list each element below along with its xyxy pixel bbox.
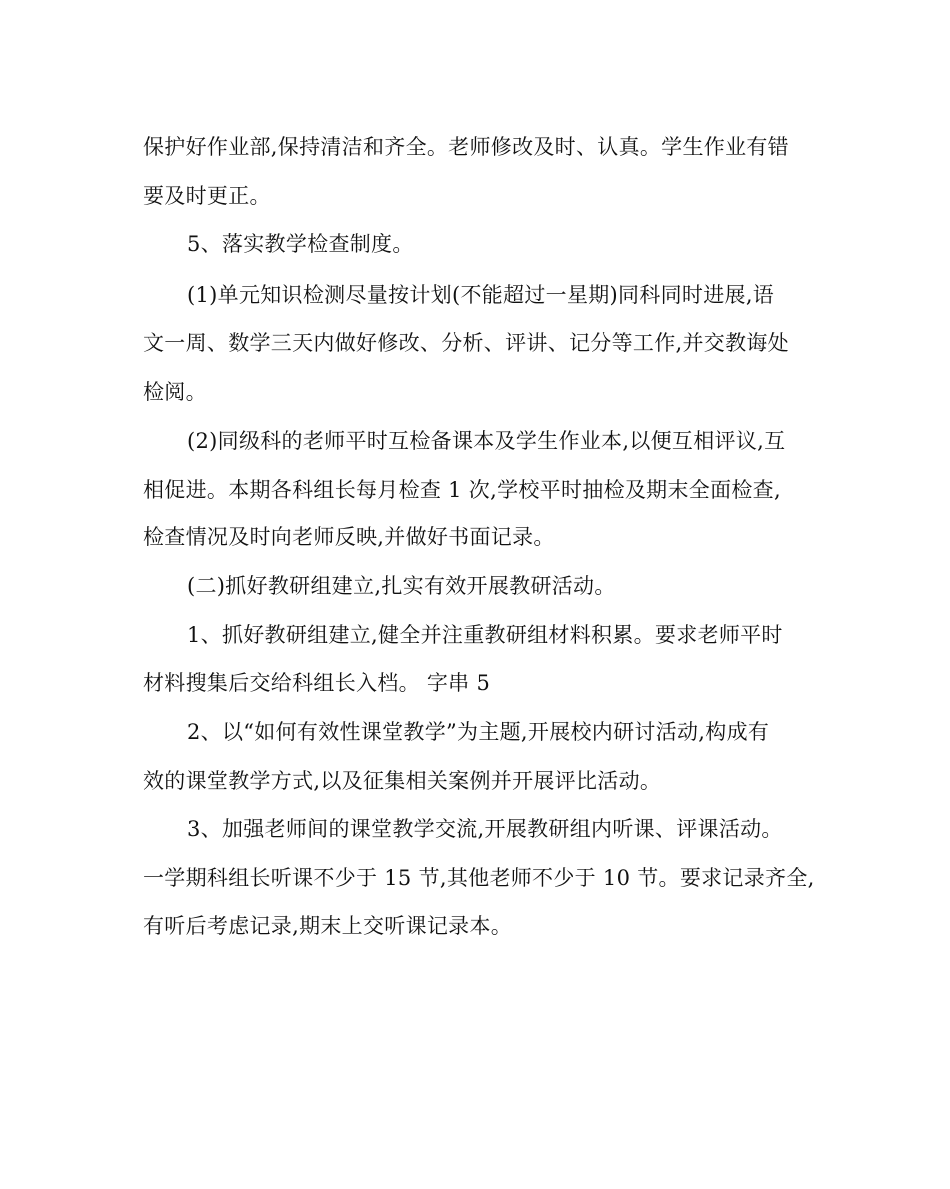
section-heading: (二)抓好教研组建立,扎实有效开展教研活动。	[187, 574, 616, 598]
text-line: 保护好作业部,保持清洁和齐全。老师修改及时、认真。学生作业有错	[143, 135, 789, 159]
text-line: 2、以“如何有效性课堂教学”为主题,开展校内研讨活动,构成有	[187, 720, 770, 744]
text-line: 效的课堂教学方式,以及征集相关案例并开展评比活动。	[143, 769, 662, 793]
text-line: (1)单元知识检测尽量按计划(不能超过一星期)同科同时进展,语	[187, 283, 775, 307]
text-line: 3、加强老师间的课堂教学交流,开展教研组内听课、评课活动。	[187, 817, 783, 841]
text-line: 相促进。本期各科组长每月检查 1 次,学校平时抽检及期末全面检查,	[143, 478, 781, 502]
text-line: (2)同级科的老师平时互检备课本及学生作业本,以便互相评议,互	[187, 429, 786, 453]
text-line: 有听后考虑记录,期末上交听课记录本。	[143, 914, 513, 938]
text-line: 材料搜集后交给科组长入档。 字串 5	[143, 671, 491, 695]
text-line: 检阅。	[143, 380, 207, 404]
text-line: 1、抓好教研组建立,健全并注重教研组材料积累。要求老师平时	[187, 623, 783, 647]
text-line: 检查情况及时向老师反映,并做好书面记录。	[143, 525, 555, 549]
text-line: 文一周、数学三天内做好修改、分析、评讲、记分等工作,并交教诲处	[143, 331, 789, 355]
text-line: 一学期科组长听课不少于 15 节,其他老师不少于 10 节。要求记录齐全,	[143, 866, 815, 890]
text-line: 要及时更正。	[143, 184, 271, 208]
section-heading: 5、落实教学检查制度。	[187, 232, 414, 256]
